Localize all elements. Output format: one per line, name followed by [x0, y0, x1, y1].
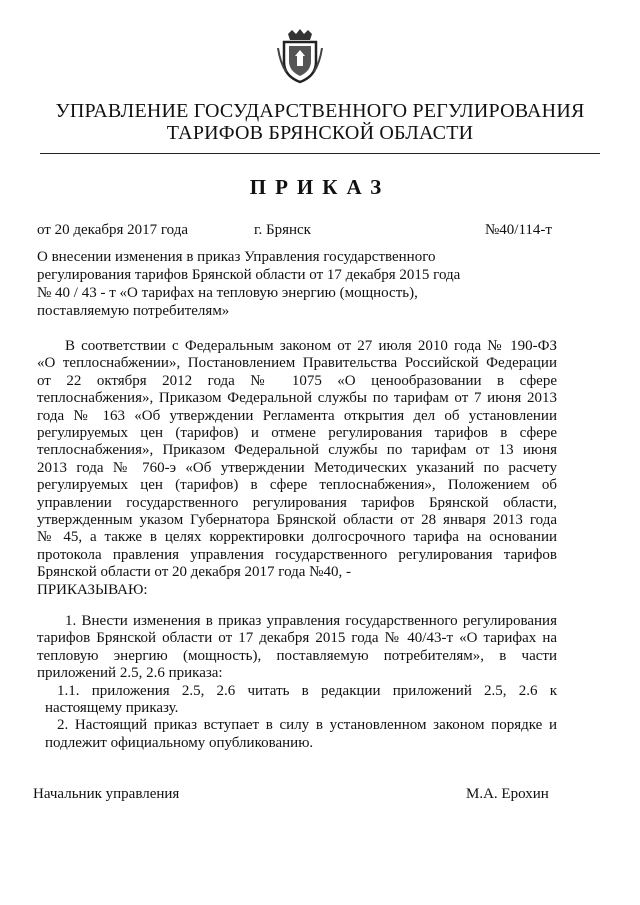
document-title: ПРИКАЗ	[249, 175, 391, 199]
subject-line: О внесении изменения в приказ Управления государственного	[37, 249, 436, 265]
item-line: тарифов Брянской области от 17 декабря 2015 года № 40/43-т «О тарифах на	[37, 630, 557, 647]
preamble-line: теплоснабжения», Приказом Федеральной службы по тарифам от 13 июня	[37, 442, 557, 459]
item-line: 2. Настоящий приказ вступает в силу в установленном законом порядке и	[57, 717, 557, 734]
item-line: настоящему приказу.	[45, 700, 179, 717]
subject-line: регулирования тарифов Брянской области от 17 декабря 2015 года	[37, 267, 461, 283]
document-subject	[37, 248, 477, 320]
item-line: подлежит официальному опубликованию.	[45, 734, 314, 751]
subject-line: поставляемую потребителям»	[37, 303, 230, 319]
item-line: приложений 2.5, 2.6 приказа:	[37, 665, 223, 682]
organization-name	[0, 100, 640, 144]
preamble-line: протокола правления управления государственного регулирования тарифов	[37, 546, 557, 563]
header-divider	[40, 153, 600, 154]
subject-line: № 40 / 43 - т «О тарифах на тепловую энергию (мощность),	[37, 285, 418, 301]
document-date: от 20 декабря 2017 года	[37, 222, 189, 238]
preamble-line: № 45, а также в целях корректировки долгосрочного тарифа на основании	[37, 529, 557, 546]
preamble-line: Брянской области от 20 декабря 2017 года №40, -	[37, 564, 351, 581]
preamble-line: В соответствии с Федеральным законом от 27 июля 2010 года № 190-ФЗ	[65, 338, 557, 354]
document-number: №40/114-т	[485, 222, 552, 238]
org-line-1: УПРАВЛЕНИЕ ГОСУДАРСТВЕННОГО РЕГУЛИРОВАНИЯ	[55, 100, 585, 122]
preamble-line: от 22 октября 2012 года № 1075 «О ценообразовании в сфере	[37, 372, 557, 389]
preamble-line: теплоснабжения», Приказом Федеральной службы по тарифам от 7 июня 2013	[37, 390, 557, 407]
signatory-name: М.А. Ерохин	[466, 786, 549, 802]
preamble-line: регулируемых цен (тарифов) и отмене регулирования тарифов в сфере	[37, 425, 557, 442]
org-line-2: ТАРИФОВ БРЯНСКОЙ ОБЛАСТИ	[166, 122, 474, 144]
item-line: 1.1. приложения 2.5, 2.6 читать в редакции приложений 2.5, 2.6 к	[57, 682, 557, 699]
coat-of-arms-icon	[276, 28, 324, 84]
order-word: ПРИКАЗЫВАЮ:	[37, 581, 148, 598]
preamble-line: года № 163 «Об утверждении Регламента открытия дел об установлении	[37, 407, 557, 424]
preamble-line: утвержденным указом Губернатора Брянской области от 28 января 2013 года	[37, 512, 557, 529]
preamble-line: управлении государственного регулирования тарифов Брянской области,	[37, 494, 557, 511]
preamble	[37, 338, 557, 599]
preamble-line: регулируемых цен (тарифов) в сфере теплоснабжения», Положением об	[37, 477, 557, 494]
order-items	[37, 613, 557, 752]
item-line: 1. Внести изменения в приказ управления государственного регулирования	[65, 613, 557, 629]
signatory-position: Начальник управления	[33, 786, 180, 802]
document-city: г. Брянск	[254, 222, 311, 238]
preamble-line: 2013 года № 760-э «Об утверждении Методических указаний по расчету	[37, 459, 557, 476]
preamble-line: «О теплоснабжении», Постановлением Правительства Российской Федерации	[37, 355, 557, 372]
item-line: тепловую энергию (мощность), поставляемую потребителям», в части	[37, 647, 557, 664]
